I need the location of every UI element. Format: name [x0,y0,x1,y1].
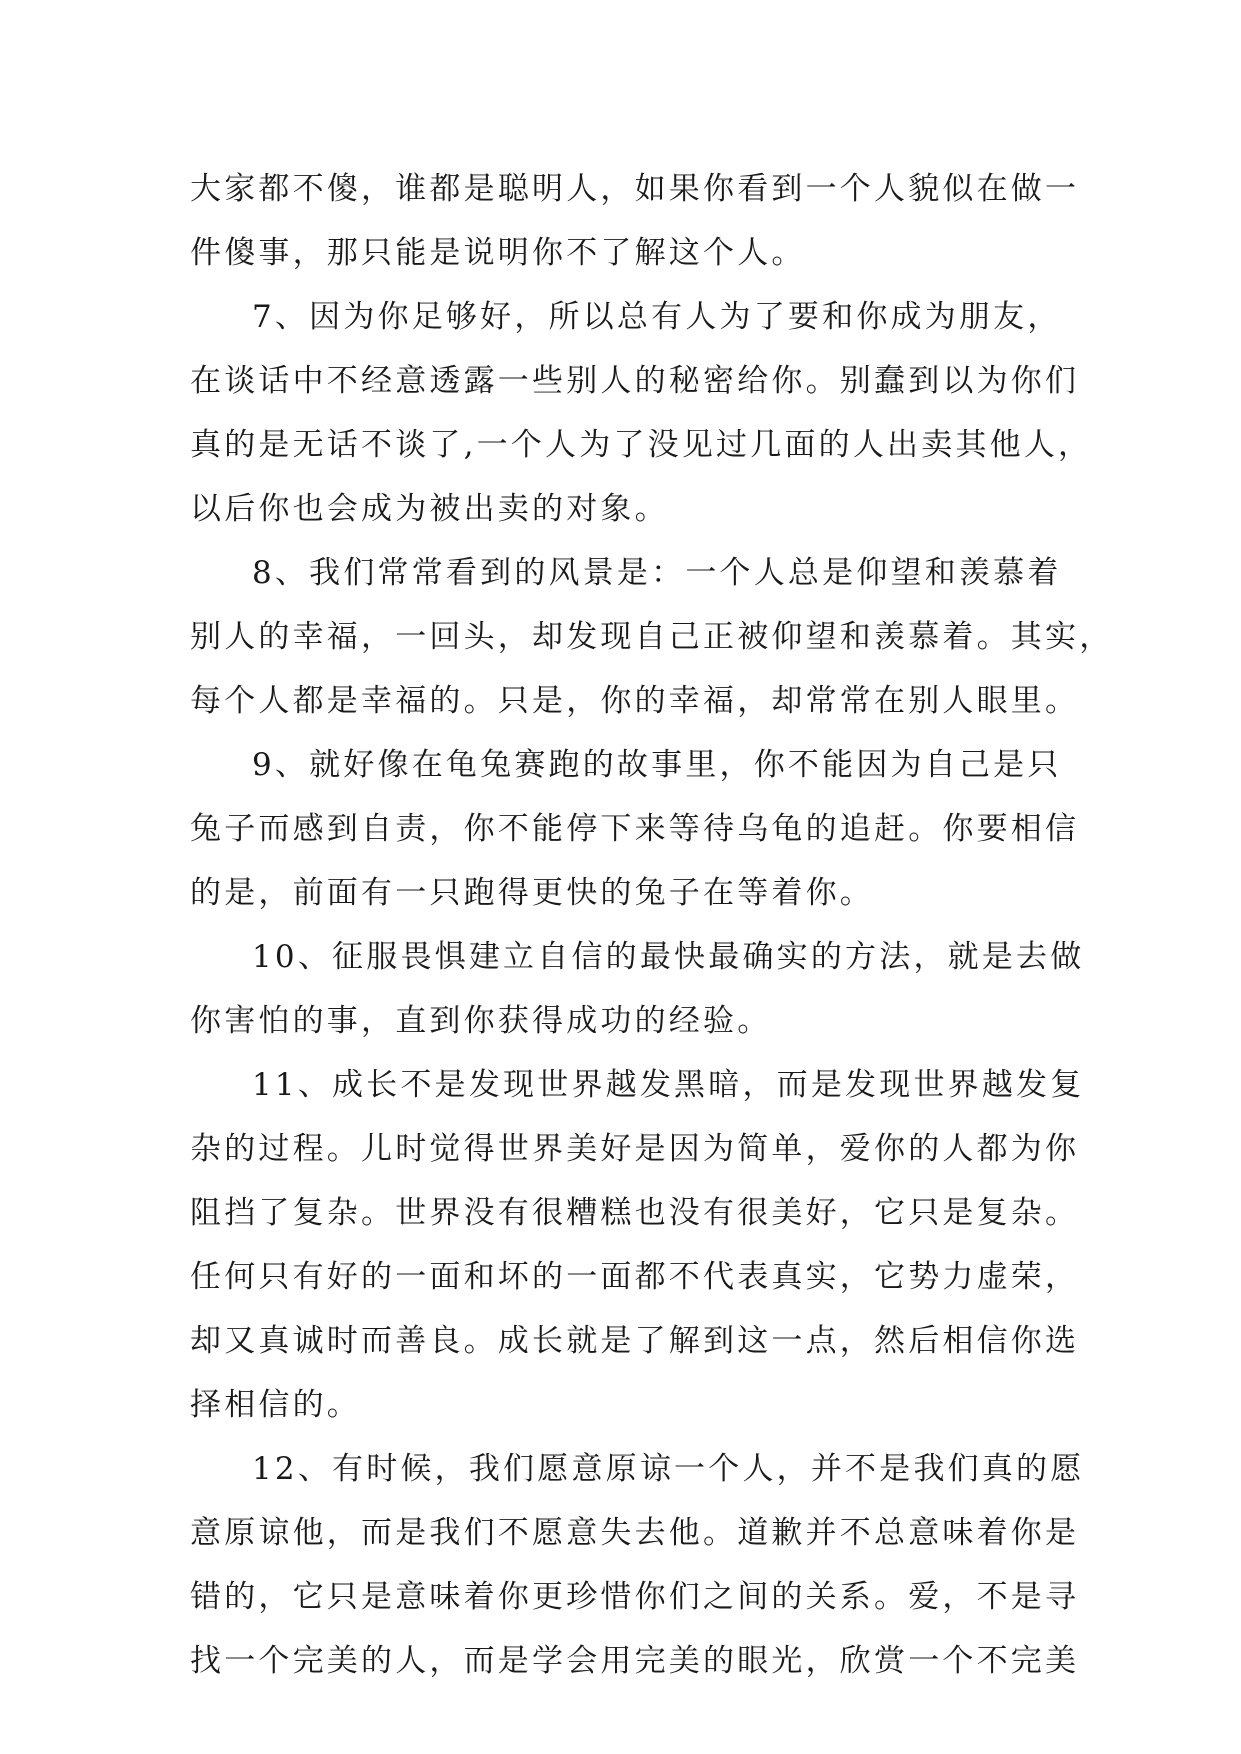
text-line: 11、成长不是发现世界越发黑暗，而是发现世界越发复 [252,1067,1085,1103]
text-line: 阻挡了复杂。世界没有很糟糕也没有很美好，它只是复杂。 [190,1195,1080,1231]
text-line: 意原谅他，而是我们不愿意失去他。道歉并不总意味着你是 [190,1515,1080,1551]
paragraph-item-11 [190,1053,1090,1437]
text-line: 的是，前面有一只跑得更快的兔子在等着你。 [190,875,874,911]
text-line: 7、因为你足够好，所以总有人为了要和你成为朋友， [252,299,1062,335]
paragraph-item-9 [190,733,1090,925]
text-line: 择相信的。 [190,1387,361,1423]
text-line: 每个人都是幸福的。只是，你的幸福，却常常在别人眼里。 [190,683,1080,719]
text-line: 别人的幸福，一回头，却发现自己正被仰望和羡慕着。其实， [190,619,1114,655]
text-line: 找一个完美的人，而是学会用完美的眼光，欣赏一个不完美 [190,1643,1080,1679]
text-line: 8、我们常常看到的风景是：一个人总是仰望和羡慕着 [252,555,1062,591]
text-line: 以后你也会成为被出卖的对象。 [190,491,669,527]
text-line: 却又真诚时而善良。成长就是了解到这一点，然后相信你选 [190,1323,1080,1359]
text-line: 9、就好像在龟兔赛跑的故事里，你不能因为自己是只 [252,747,1062,783]
text-line: 真的是无话不谈了,一个人为了没见过几面的人出卖其他人， [190,427,1093,463]
text-line: 件傻事，那只能是说明你不了解这个人。 [190,235,806,271]
paragraph-item-7 [190,285,1093,541]
text-line: 兔子而感到自责，你不能停下来等待乌龟的追赶。你要相信 [190,811,1080,847]
paragraph-intro-continuation [190,157,1090,285]
text-line: 任何只有好的一面和坏的一面都不代表真实，它势力虚荣， [190,1259,1080,1295]
text-line: 10、征服畏惧建立自信的最快最确实的方法，就是去做 [252,939,1085,975]
text-line: 错的，它只是意味着你更珍惜你们之间的关系。爱，不是寻 [190,1579,1080,1615]
text-line: 在谈话中不经意透露一些别人的秘密给你。别蠢到以为你们 [190,363,1080,399]
text-line: 大家都不傻，谁都是聪明人，如果你看到一个人貌似在做一 [190,171,1080,207]
text-line: 你害怕的事，直到你获得成功的经验。 [190,1003,772,1039]
paragraph-item-10 [190,925,1090,1053]
paragraph-item-12 [190,1437,1090,1693]
paragraph-item-8 [190,541,1114,733]
text-line: 杂的过程。儿时觉得世界美好是因为简单，爱你的人都为你 [190,1131,1080,1167]
document-body [190,157,1114,1693]
text-line: 12、有时候，我们愿意原谅一个人，并不是我们真的愿 [252,1451,1085,1487]
